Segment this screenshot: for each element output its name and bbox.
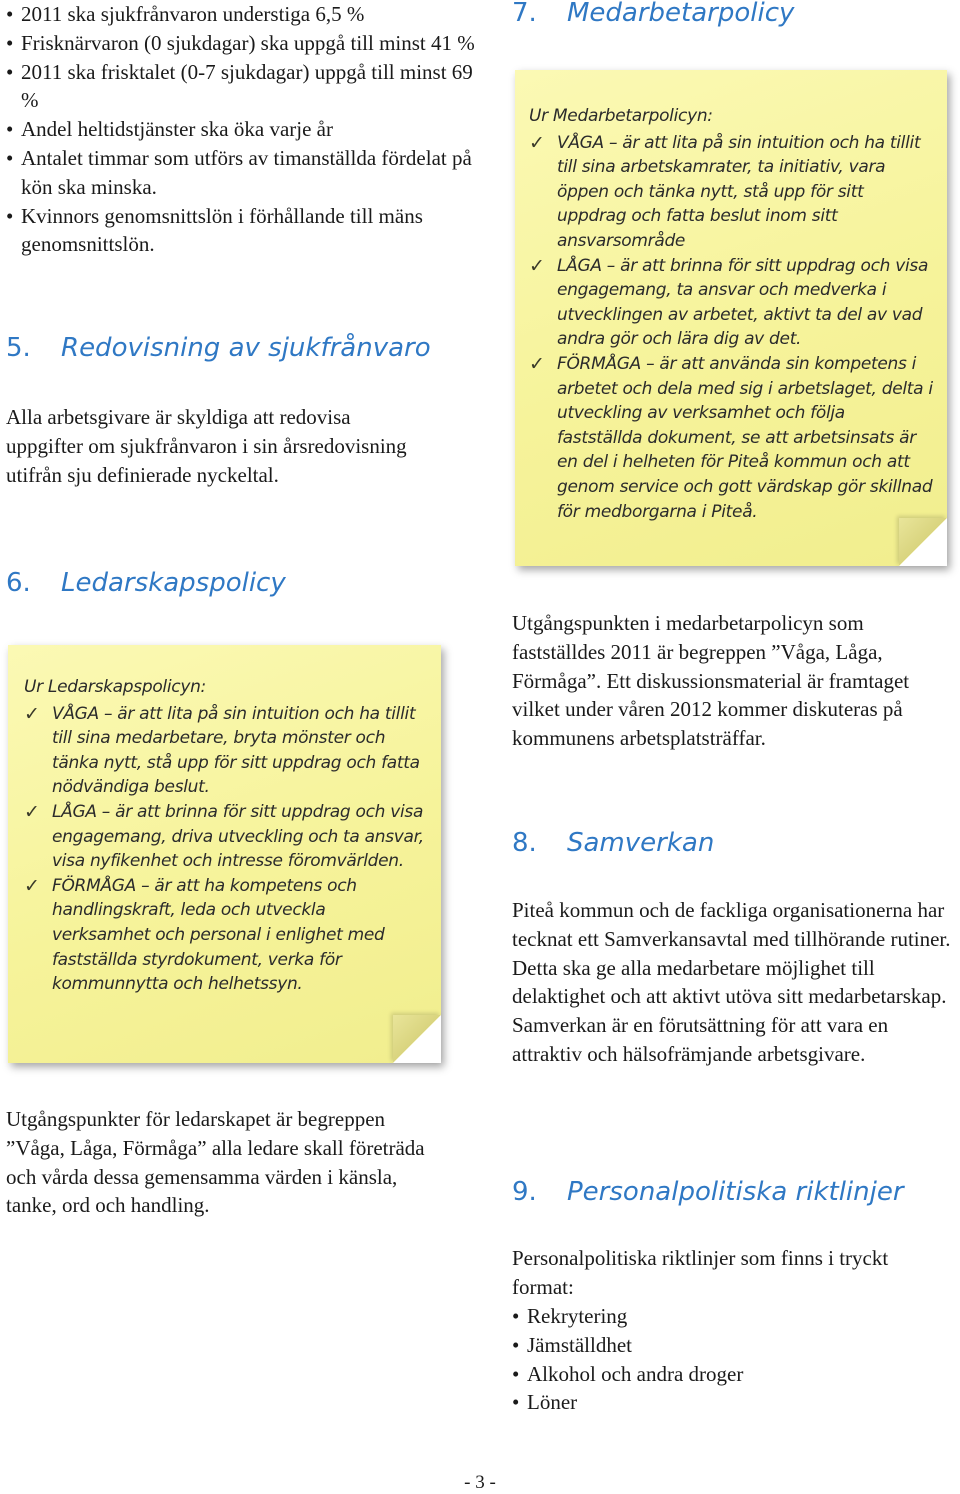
note-item: ✓ LÅGA – är att brinna för sitt uppdrag och visa engagemang, ta ansvar och medverka i utvecklingen av arbetet, aktivt ta del av vad andra gör och lära dig av det. [529,254,929,350]
check-icon: ✓ [24,800,40,823]
section-5-text: Alla arbetsgivare är skyldiga att redovisa uppgifter om sjukfrånvaron i sin årsredovisning utifrån sju definierade nyckeltal. [6,405,407,487]
section-number: 7. [512,0,537,28]
bullet-icon: • [6,2,14,26]
section-8-text: Piteå kommun och de fackliga organisationerna har tecknat ett Samverkansavtal med tillhörande rutiner. Detta ska ge alla medarbetare möjlighet till delaktighet och att aktivt utöva sitt medarbetarskap. Samverkan är en förutsättning för att vara en attraktiv och hälsofrämjande arbetsgivare. [512,898,951,1066]
bullet-icon: • [6,59,14,84]
section-7-heading [512,0,794,28]
check-icon: ✓ [529,131,545,154]
bullet-icon: • [512,1332,520,1357]
note-item: ✓ FÖRMÅGA – är att använda sin kompetens i arbetet och dela med sig i arbetslaget, delta i utveckling av verksamhet och följa fastställda dokument, se att arbetsinsats är en del i helheten för Piteå kommun och att genom service och gott värdskap gör skillnad för medborgarna i Piteå. [529,352,933,522]
section-7-text: Utgångspunkten i medarbetarpolicyn som fastställdes 2011 är begreppen ”Våga, Låga, Förmåga”. Ett diskussionsmaterial är framtaget vilket under våren 2012 kommer diskuteras på kommunens arbetsplatsträffar. [512,611,910,751]
section-number: 6. [6,568,31,598]
check-icon: ✓ [529,254,545,277]
note-list [529,131,933,525]
bullet-icon: • [6,203,14,228]
page-number: - 3 - [464,1472,496,1493]
section-8-heading [512,828,714,858]
guidelines-list [512,1302,952,1417]
list-item: • Jämställdhet [512,1331,952,1360]
bullet-icon: • [6,145,14,170]
list-item: • Kvinnors genomsnittslön i förhållande till mäns genomsnittslön. [6,203,423,257]
section-title: Redovisning av sjukfrånvaro [61,333,431,363]
check-icon: ✓ [24,702,40,725]
note-lead: Ur Medarbetarpolicyn: [529,106,713,126]
section-6-text: Utgångspunkter för ledarskapet är begreppen ”Våga, Låga, Förmåga” alla ledare skall företräda och vårda dessa gemensamma värden i känsla, tanke, ord och handling. [6,1107,425,1218]
note-list [24,702,425,997]
check-icon: ✓ [24,874,40,897]
section-title: Personalpolitiska riktlinjer [567,1177,904,1207]
note-item: ✓ VÅGA – är att lita på sin intuition och ha tillit till sina medarbetare, bryta mönster och tänka nytt, stå upp för sitt uppdrag och fatta nödvändiga beslut. [24,702,420,798]
page-curl [393,1015,441,1063]
section-6-heading [6,568,476,598]
section-number: 8. [512,828,537,858]
section-title: Samverkan [567,828,715,858]
section-number: 9. [512,1177,537,1207]
bullet-icon: • [512,1390,520,1415]
section-title: Medarbetarpolicy [567,0,795,28]
employee-policy-note [515,70,947,566]
section-title: Ledarskapspolicy [61,568,286,598]
list-item: • Rekrytering [512,1302,952,1331]
check-icon: ✓ [529,352,545,375]
note-item: ✓ FÖRMÅGA – är att ha kompetens och handlingskraft, leda och utveckla verksamhet och personal i enlighet med fastställda styrdokument, verka för kommunnytta och helhetssyn. [24,874,385,995]
target-list [6,0,476,259]
list-item: • Alkohol och andra droger [512,1360,952,1389]
list-item: • Frisknärvaron (0 sjukdagar) ska uppgå till minst 41 % [6,29,476,58]
bullet-icon: • [6,117,14,142]
bullet-icon: • [6,30,14,55]
leadership-policy-note [8,645,441,1063]
list-item: • Antalet timmar som utförs av timanställda fördelat på kön ska minska. [6,145,472,199]
section-9-heading [512,1177,904,1207]
bullet-icon: • [512,1304,520,1328]
list-item: • 2011 ska sjukfrånvaron understiga 6,5 % [6,0,476,29]
bullet-icon: • [512,1361,520,1386]
list-item: • Andel heltidstjänster ska öka varje år [6,115,476,144]
note-item: ✓ VÅGA – är att lita på sin intuition och ha tillit till sina arbetskamrater, ta initiativ, vara öppen och tänka nytt, stå upp för sitt uppdrag och fatta beslut inom sitt ansvarsområde [529,131,921,251]
page-curl [899,518,947,566]
note-item: ✓ LÅGA – är att brinna för sitt uppdrag och visa engagemang, driva utveckling och ta ansvar, visa nyfikenhet och intresse föromvärlden. [24,800,424,872]
list-item: • Löner [512,1388,952,1417]
section-5-heading [6,333,476,363]
note-lead: Ur Ledarskapspolicyn: [24,677,206,697]
section-number: 5. [6,333,31,363]
list-item: • 2011 ska frisktalet (0-7 sjukdagar) uppgå till minst 69 % [6,59,473,113]
section-9-text: Personalpolitiska riktlinjer som finns i tryckt format: [512,1246,889,1299]
